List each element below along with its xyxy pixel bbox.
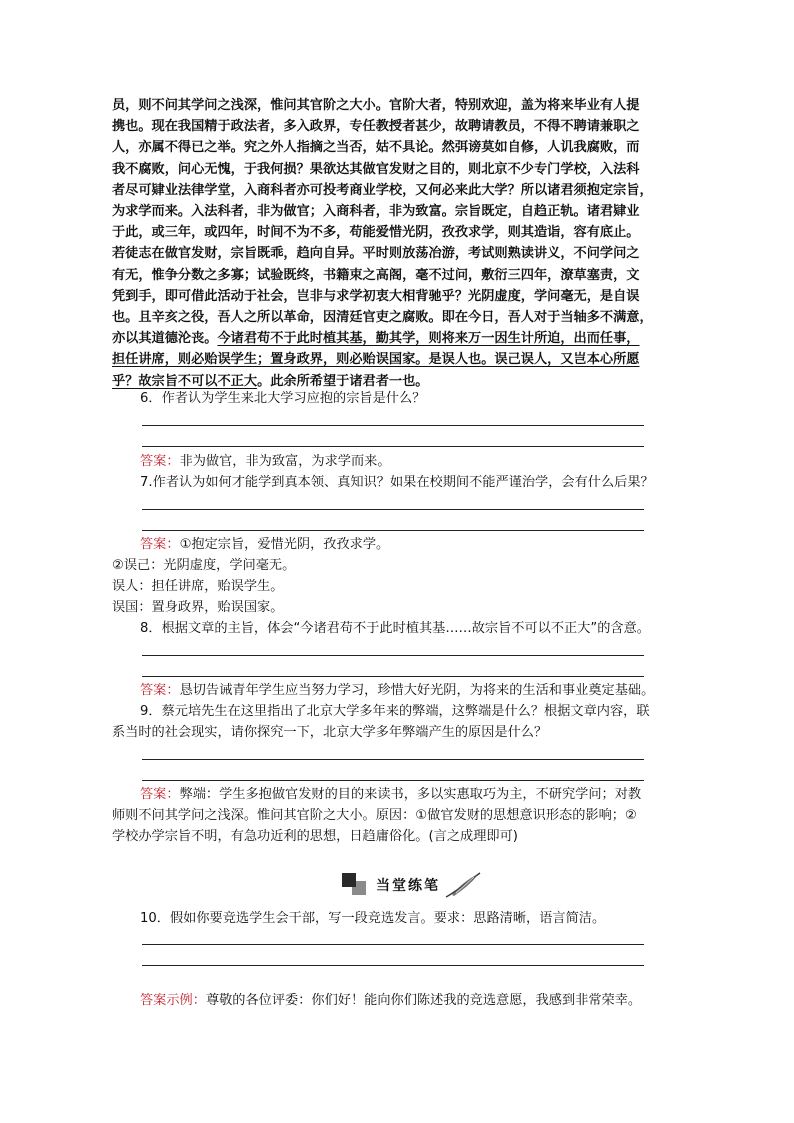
question-9-prompt-cont: 系当时的社会现实，请你探究一下，北京大学多年弊端产生的原因是什么？ — [112, 725, 548, 740]
question-6-prompt: 6．作者认为学生来北大学习应抱的宗旨是什么？ — [140, 391, 426, 406]
question-8-answer: 答案：恳切告诫青年学生应当努力学习，珍惜大好光阴，为将来的生活和事业奠定基础。 — [140, 683, 655, 698]
question-7-answer-line: 误人：担任讲席，贻误学生。 — [112, 579, 284, 594]
question-9-answer-line: 学校办学宗旨不明，有急功近利的思想，日趋庸俗化。(言之成理即可) — [112, 829, 518, 844]
passage-line: 携也。现在我国精于政法者，多入政界，专任教授者甚少，故聘请教员，不得不聘请兼职之 — [112, 119, 640, 135]
passage-line — [112, 349, 684, 370]
passage-underlined: 今诸君苟不于此时植其基，勤其学，则将来万一因生计所迫，出而任事， — [217, 331, 640, 347]
answer-label: 答案： — [140, 454, 180, 469]
passage-line: 有无，惟争分数之多寡；试验既终，书籍束之高阁，毫不过问，敷衍三四年，潦草塞责，文 — [112, 267, 640, 283]
answer-label: 答案示例： — [140, 993, 206, 1008]
answer-line[interactable] — [142, 759, 644, 760]
answer-line[interactable] — [142, 965, 644, 966]
question-7-answer: 答案：①抱定宗旨，爱惜光阴，孜孜求学。 — [140, 537, 390, 552]
passage-text — [112, 95, 684, 392]
quill-pen-icon — [444, 871, 482, 899]
passage-line: 员，则不问其学问之浅深，惟问其官阶之大小。官阶大者，特别欢迎，盖为将来毕业有人提 — [112, 98, 640, 113]
passage-plain: 。此余所希望于诸君者一也。 — [257, 373, 429, 389]
answer-label: 答案： — [140, 537, 180, 552]
question-8-prompt: 8．根据文章的主旨，体会“今诸君苟不于此时植其基……故宗旨不可以不正大”的含意。 — [140, 621, 650, 636]
question-7-answer-line: 误国：置身政界，贻误国家。 — [112, 600, 284, 615]
passage-underlined: 乎？故宗旨不可以不正大 — [112, 373, 258, 389]
section-banner — [340, 871, 482, 899]
answer-line[interactable] — [142, 780, 644, 781]
passage-line — [112, 328, 684, 349]
passage-plain: 亦以其道德沦丧。 — [112, 331, 218, 347]
passage-line: 为求学而来。入法科者，非为做官；入商科者，非为致富。宗旨既定，自趋正轨。诸君肄业 — [112, 204, 640, 220]
answer-line[interactable] — [142, 944, 644, 945]
passage-line: 也。且辛亥之役，吾人之所以革命，因清廷官吏之腐败。即在今日，吾人对于当轴多不满意， — [112, 310, 653, 326]
passage-line: 者尽可肄业法律学堂，入商科者亦可投考商业学校，又何必来此大学？所以诸君须抱定宗旨， — [112, 182, 653, 198]
answer-line[interactable] — [142, 509, 644, 510]
passage-line: 人，亦属不得已之举。究之外人指摘之当否，姑不具论。然弭谤莫如自修，人讥我腐败，而 — [112, 140, 640, 156]
question-10-answer: 答案示例：尊敬的各位评委：你们好！能向你们陈述我的竞选意愿，我感到非常荣幸。 — [140, 993, 642, 1008]
answer-line[interactable] — [142, 530, 644, 531]
answer-line[interactable] — [142, 446, 644, 447]
answer-line[interactable] — [142, 425, 644, 426]
section-title: 当堂练笔 — [376, 878, 440, 894]
question-9-prompt: 9．蔡元培先生在这里指出了北京大学多年来的弊端，这弊端是什么？根据文章内容，联 — [140, 704, 650, 719]
question-10-prompt: 10．假如你要竞选学生会干部，写一段竞选发言。要求：思路清晰，语言简洁。 — [140, 911, 606, 926]
passage-line: 若徒志在做官发财，宗旨既乖，趋向自异。平时则放荡冶游，考试则熟读讲义，不问学问之 — [112, 246, 640, 262]
question-7-answer-line: ②误己：光阴虚度，学问毫无。 — [112, 558, 296, 573]
passage-line: 凭到手，即可借此活动于社会，岂非与求学初衷大相背驰乎？光阴虚度，学问毫无，是自误 — [112, 288, 640, 304]
answer-label: 答案： — [140, 683, 180, 698]
question-6-answer: 答案：非为做官，非为致富，为求学而来。 — [140, 454, 391, 469]
answer-label: 答案： — [140, 787, 180, 802]
passage-line: 于此，或三年，或四年，时间不为不多，苟能爱惜光阴，孜孜求学，则其造诣，容有底止。 — [112, 225, 640, 241]
question-7-prompt: 7.作者认为如何才能学到真本领、真知识？如果在校期间不能严谨治学，会有什么后果？ — [140, 475, 654, 490]
passage-line: 我不腐败，问心无愧，于我何损？果欲达其做官发财之目的，则北京不少专门学校，入法科 — [112, 161, 640, 177]
answer-line[interactable] — [142, 655, 644, 656]
answer-line[interactable] — [142, 676, 644, 677]
question-9-answer-line: 师则不问其学问之浅深。惟问其官阶之大小。原因：①做官发财的思想意识形态的影响；② — [112, 808, 637, 823]
passage-underlined: 担任讲席，则必贻误学生；置身政界，则必贻误国家。是误人也。误己误人，又岂本心所愿 — [112, 352, 640, 368]
squares-icon — [340, 871, 370, 899]
question-9-answer: 答案：弊端：学生多抱做官发财的目的来读书，多以实惠取巧为主，不研究学问；对教 — [140, 787, 642, 802]
